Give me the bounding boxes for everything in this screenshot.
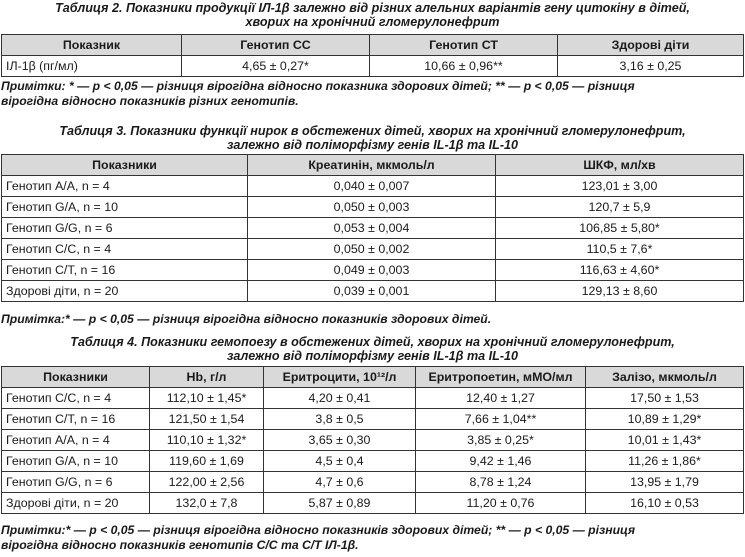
- table-row: [2, 281, 744, 302]
- table-cell: 116,63 ± 4,60*: [496, 260, 744, 281]
- table-cell: 3,16 ± 0,25: [558, 56, 744, 77]
- table-cell: 3,8 ± 0,5: [264, 409, 416, 430]
- table-cell: Генотип G/A, n = 10: [2, 451, 150, 472]
- table-cell: 0,050 ± 0,003: [248, 197, 496, 218]
- table-cell: 13,95 ± 1,79: [586, 472, 744, 493]
- table-cell: Здорові діти, n = 20: [2, 281, 248, 302]
- table-cell: 0,053 ± 0,004: [248, 218, 496, 239]
- table-row: [2, 472, 744, 493]
- table-cell: 17,50 ± 1,53: [586, 388, 744, 409]
- table2-header-cell: Генотип СТ: [370, 35, 558, 56]
- table-cell: 4,20 ± 0,41: [264, 388, 416, 409]
- table4-note: [1, 523, 745, 553]
- table4-caption-line2: залежно від поліморфізму генів IL-1β та IL-10: [226, 349, 519, 363]
- table-cell: 11,26 ± 1,86*: [586, 451, 744, 472]
- table-cell: 7,66 ± 1,04**: [416, 409, 586, 430]
- table2-header-cell: Здорові діти: [558, 35, 744, 56]
- table-row: [2, 430, 744, 451]
- table2-note-line2: вірогідна відносно показників різних генотипів.: [1, 94, 299, 108]
- table-cell: 10,66 ± 0,96**: [370, 56, 558, 77]
- table-row: [2, 56, 744, 77]
- table-row: [2, 451, 744, 472]
- table2-note-line1: Примітки: * — р < 0,05 — різниця вірогідна відносно показника здорових дітей; ** — р < 0,05 — різниця: [1, 79, 635, 93]
- table3-header-cell: Показники: [2, 155, 248, 176]
- table3-caption-line1: Таблиця 3. Показники функції нирок в обстежених дітей, хворих на хронічний гломерулонефрит,: [59, 124, 686, 138]
- table-cell: ІЛ-1β (пг/мл): [2, 56, 182, 77]
- table4-header-cell: Залізо, мкмоль/л: [586, 367, 744, 388]
- table3: [1, 154, 744, 302]
- table4-header-cell: Еритроцити, 10¹²/л: [264, 367, 416, 388]
- table-row: [2, 176, 744, 197]
- table-cell: 0,039 ± 0,001: [248, 281, 496, 302]
- table-cell: 10,01 ± 1,43*: [586, 430, 744, 451]
- table-cell: 121,50 ± 1,54: [150, 409, 264, 430]
- table-cell: Генотип С/Т, n = 16: [2, 409, 150, 430]
- table-cell: 0,049 ± 0,003: [248, 260, 496, 281]
- table-cell: 11,20 ± 0,76: [416, 493, 586, 514]
- table3-note-line: Примітка:* — р < 0,05 — різниця вірогідна відносно показників здорових дітей.: [1, 312, 492, 326]
- table-cell: 3,65 ± 0,30: [264, 430, 416, 451]
- table-cell: Здорові діти, n = 20: [2, 493, 150, 514]
- table4-header-cell: Hb, г/л: [150, 367, 264, 388]
- table-cell: 110,10 ± 1,32*: [150, 430, 264, 451]
- table-cell: 120,7 ± 5,9: [496, 197, 744, 218]
- table-cell: 112,10 ± 1,45*: [150, 388, 264, 409]
- table-cell: Генотип С/Т, n = 16: [2, 260, 248, 281]
- table-cell: 0,040 ± 0,007: [248, 176, 496, 197]
- table-row: [2, 239, 744, 260]
- table-cell: 129,13 ± 8,60: [496, 281, 744, 302]
- table2-caption-line2: хворих на хронічний гломерулонефрит: [245, 15, 500, 29]
- table-cell: Генотип G/A, n = 10: [2, 197, 248, 218]
- table-cell: 8,78 ± 1,24: [416, 472, 586, 493]
- table4-header-cell: Показники: [2, 367, 150, 388]
- table-cell: Генотип G/G, n = 6: [2, 472, 150, 493]
- table-row: [2, 493, 744, 514]
- table-cell: 5,87 ± 0,89: [264, 493, 416, 514]
- table3-caption: [0, 124, 745, 152]
- table4-caption: [0, 335, 745, 363]
- table-cell: 4,7 ± 0,6: [264, 472, 416, 493]
- table-cell: 132,0 ± 7,8: [150, 493, 264, 514]
- table4-caption-line1: Таблиця 4. Показники гемопоезу в обстежених дітей, хворих на хронічний гломерулонефрит,: [70, 335, 675, 349]
- table3-caption-line2: залежно від поліморфізму генів IL-1β та IL-10: [226, 138, 519, 152]
- table-row: [2, 409, 744, 430]
- table2-caption: [0, 1, 745, 29]
- table3-header-row: [2, 155, 744, 176]
- table2-header-row: [2, 35, 744, 56]
- table-cell: 4,5 ± 0,4: [264, 451, 416, 472]
- table-cell: 0,050 ± 0,002: [248, 239, 496, 260]
- table-cell: Генотип С/С, n = 4: [2, 388, 150, 409]
- table-cell: Генотип А/А, n = 4: [2, 176, 248, 197]
- table-row: [2, 218, 744, 239]
- table2-note: [1, 79, 745, 109]
- table2-header-cell: Показник: [2, 35, 182, 56]
- table-cell: 123,01 ± 3,00: [496, 176, 744, 197]
- table4-header-cell: Еритропоетин, мМО/мл: [416, 367, 586, 388]
- table-cell: 12,40 ± 1,27: [416, 388, 586, 409]
- table-row: [2, 197, 744, 218]
- table3-header-cell: ШКФ, мл/хв: [496, 155, 744, 176]
- table4: [1, 366, 744, 514]
- table4-note-line2: вірогідна відносно показників генотипів С/С та С/Т ІЛ-1β.: [1, 538, 359, 552]
- table4-header-row: [2, 367, 744, 388]
- table-cell: Генотип G/G, n = 6: [2, 218, 248, 239]
- table-cell: 3,85 ± 0,25*: [416, 430, 586, 451]
- table2: [1, 34, 744, 77]
- table-row: [2, 260, 744, 281]
- table-cell: 16,10 ± 0,53: [586, 493, 744, 514]
- table4-note-line1: Примітки:* — р < 0,05 — різниця вірогідна відносно показників здорових дітей; ** — р < 0,05 — різниця: [1, 523, 636, 537]
- table2-header-cell: Генотип СС: [182, 35, 370, 56]
- table3-note: [1, 312, 745, 327]
- table-cell: Генотип С/С, n = 4: [2, 239, 248, 260]
- table-cell: 10,89 ± 1,29*: [586, 409, 744, 430]
- table2-caption-line1: Таблиця 2. Показники продукції ІЛ-1β залежно від різних алельних варіантів гену цитокіну в дітей,: [55, 1, 690, 15]
- table-cell: 4,65 ± 0,27*: [182, 56, 370, 77]
- table-cell: Генотип А/А, n = 4: [2, 430, 150, 451]
- table3-header-cell: Креатинін, мкмоль/л: [248, 155, 496, 176]
- table-cell: 110,5 ± 7,6*: [496, 239, 744, 260]
- table-cell: 119,60 ± 1,69: [150, 451, 264, 472]
- table-cell: 106,85 ± 5,80*: [496, 218, 744, 239]
- table-cell: 122,00 ± 2,56: [150, 472, 264, 493]
- table-row: [2, 388, 744, 409]
- table-cell: 9,42 ± 1,46: [416, 451, 586, 472]
